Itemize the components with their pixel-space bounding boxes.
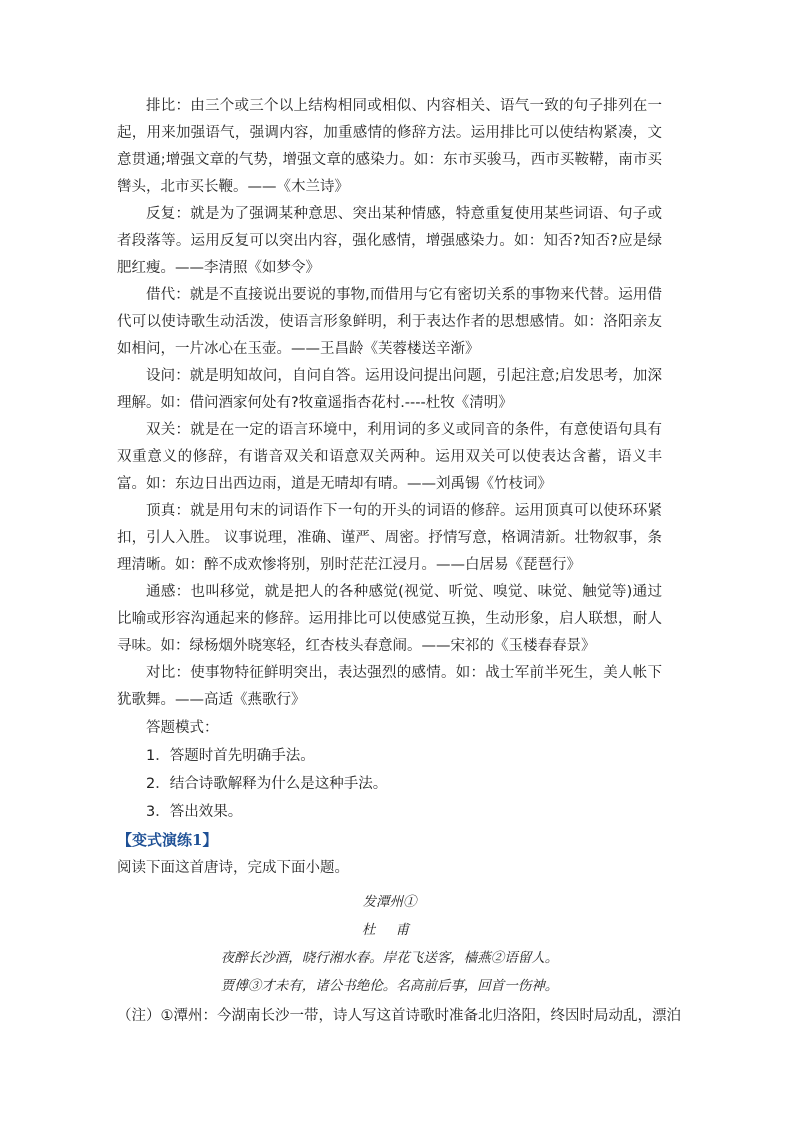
paragraph-tonggan: 通感：也叫移觉，就是把人的各种感觉(视觉、听觉、嗅觉、味觉、触觉等)通过比喻或形容沟通起来的修辞。运用排比可以使感觉互换，生动形象，启人联想，耐人寻味。如：绿杨烟外晓寒轻，红杏枝头春意闹。——宋祁的《玉楼春春景》 [117, 584, 662, 654]
poem-line: 贾傅③才未有，诸公书绝伦。名高前后事，回首一伤神。 [220, 978, 559, 994]
answer-step: 3．答出效果。 [146, 804, 243, 820]
poem-note: （注）①潭州：今湖南长沙一带，诗人写这首诗歌时准备北归洛阳，终因时局动乱，漂泊 [117, 1008, 681, 1024]
paragraph-jiedai: 借代：就是不直接说出要说的事物,而借用与它有密切关系的事物来代替。运用借代可以使诗歌生动活泼，使语言形象鲜明，利于表达作者的思想感情。如：洛阳亲友如相问，一片冰心在玉壶。——王昌龄《芙蓉楼送辛渐》 [117, 287, 662, 357]
paragraph-shuangguan: 双关：就是在一定的语言环境中，利用词的多义或同音的条件，有意使语句具有双重意义的修辞，有谐音双关和语意双关两种。运用双关可以使表达含蓄，语义丰富。如：东边日出西边雨，道是无晴却有晴。——刘禹锡《竹枝词》 [117, 422, 662, 492]
paragraph-dingzhen: 顶真：就是用句末的词语作下一句的开头的词语的修辞。运用顶真可以使环环紧扣，引人入胜。 议事说理，准确、谨严、周密。抒情写意，格调清新。壮物叙事，条理清晰。如：醉不成欢惨将别，别时茫茫江浸月。——白居易《琵琶行》 [117, 503, 662, 573]
paragraph-paibi: 排比：由三个或三个以上结构相同或相似、内容相关、语气一致的句子排列在一起，用来加强语气，强调内容，加重感情的修辞方法。运用排比可以使结构紧凑，文意贯通;增强文章的气势，增强文章的感染力。如：东市买骏马，西市买鞍鞯，南市买辔头，北市买长鞭。——《木兰诗》 [117, 98, 662, 195]
page-content [117, 93, 681, 1030]
exercise-title: 【变式演练1】 [117, 831, 218, 849]
paragraph-shewen: 设问：就是明知故问，自问自答。运用设问提出问题，引起注意;启发思考，加深理解。如：借问酒家何处有?牧童遥指杏花村.----杜牧《清明》 [117, 368, 662, 411]
poem-title: 发潭州① [362, 894, 417, 910]
poem-line: 夜醉长沙酒，晓行湘水春。岸花飞送客，樯燕②语留人。 [220, 950, 559, 966]
answer-step: 2．结合诗歌解释为什么是这种手法。 [146, 776, 388, 792]
paragraph-duibi: 对比：使事物特征鲜明突出，表达强烈的感情。如：战士军前半死生，美人帐下犹歌舞。——高适《燕歌行》 [117, 665, 662, 708]
poem-author: 杜 甫 [361, 922, 418, 938]
answer-step: 1．答题时首先明确手法。 [146, 748, 315, 764]
exercise-instruction: 阅读下面这首唐诗，完成下面小题。 [117, 860, 349, 876]
paragraph-fanfu: 反复：就是为了强调某种意思、突出某种情感，特意重复使用某些词语、句子或者段落等。运用反复可以突出内容，强化感情，增强感染力。如：知否?知否?应是绿肥红瘦。——李清照《如梦令》 [117, 206, 662, 276]
answer-mode-heading: 答题模式： [146, 720, 219, 736]
